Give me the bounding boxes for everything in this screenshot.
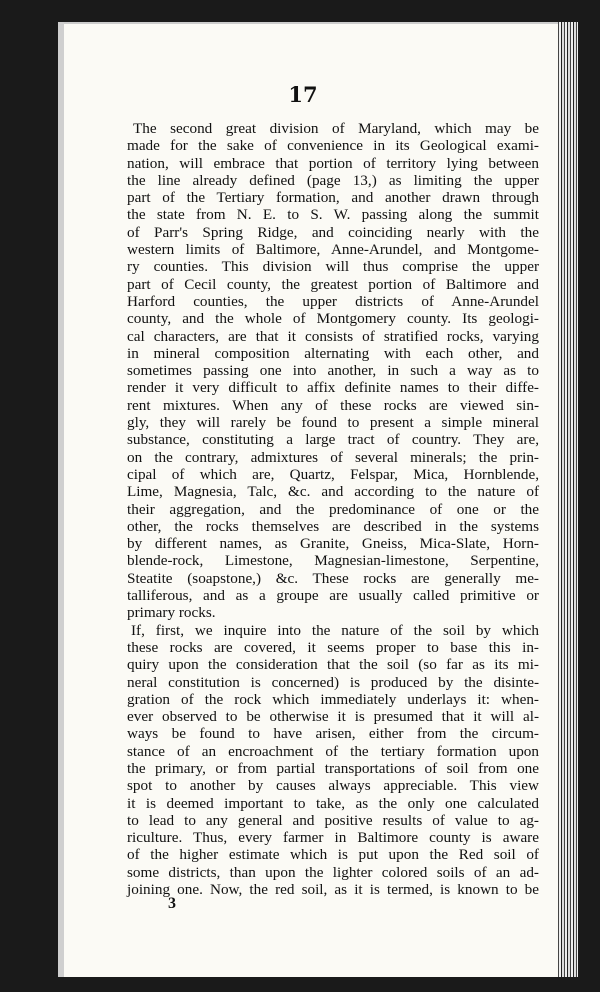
text-line: The second great division of Maryland, which may be xyxy=(133,120,539,137)
text-line: part of the Tertiary formation, and another drawn through xyxy=(127,189,539,207)
text-line: riculture. Thus, every farmer in Baltimore county is aware xyxy=(127,829,539,847)
text-line: of the higher estimate which is put upon the Red soil of xyxy=(127,846,539,864)
text-line: Steatite (soapstone,) &c. These rocks are generally me- xyxy=(127,569,539,587)
text-line: to lead to any general and positive results of value to ag- xyxy=(127,811,539,829)
text-line: of Parr's Spring Ridge, and coinciding nearly with the xyxy=(127,223,539,241)
text-line: gration of the rock which immediately underlays it: when- xyxy=(127,690,539,708)
text-line: blende-rock, Limestone, Magnesian-limestone, Serpentine, xyxy=(127,552,539,570)
text-line: talliferous, and as a groupe are usually called primitive or xyxy=(127,587,539,605)
text-line: joining one. Now, the red soil, as it is termed, is known to be xyxy=(127,881,539,899)
text-line: gly, they will rarely be found to present a simple mineral xyxy=(127,414,539,432)
page-left-edge xyxy=(58,22,64,977)
text-line: If, first, we inquire into the nature of the soil by which xyxy=(131,621,539,639)
text-line: in mineral composition alternating with each other, and xyxy=(127,344,539,362)
text-line: quiry upon the consideration that the soil (so far as its mi- xyxy=(127,656,539,674)
text-line: ever observed to be otherwise it is presumed that it will al- xyxy=(127,708,539,726)
text-line: county, and the whole of Montgomery county. Its geologi- xyxy=(127,310,539,328)
text-line: render it very difficult to affix definite names to their diffe- xyxy=(127,379,539,397)
text-line: these rocks are covered, it seems proper to base this in- xyxy=(127,638,539,656)
text-line: western limits of Baltimore, Anne-Arundel, and Montgome- xyxy=(127,241,539,259)
text-line: their aggregation, and the predominance of one or the xyxy=(127,500,539,518)
page-number: 17 xyxy=(288,82,318,107)
text-line: the state from N. E. to S. W. passing along the summit xyxy=(127,206,539,224)
signature-mark: 3 xyxy=(168,895,176,912)
body-text xyxy=(113,120,539,898)
text-line: ways be found to have arisen, either from the circum- xyxy=(127,725,539,743)
text-line: spot to another by causes always appreciable. This view xyxy=(127,777,539,795)
text-line: cal characters, are that it consists of stratified rocks, varying xyxy=(127,327,539,345)
text-line: the line already defined (page 13,) as limiting the upper xyxy=(127,171,539,189)
text-line: cipal of which are, Quartz, Felspar, Mica, Hornblende, xyxy=(127,465,539,483)
text-line: part of Cecil county, the greatest portion of Baltimore and xyxy=(127,275,539,293)
text-line: neral constitution is concerned) is produced by the disinte- xyxy=(127,673,539,691)
text-line: substance, constituting a large tract of country. They are, xyxy=(127,431,539,449)
text-line: nation, will embrace that portion of territory lying between xyxy=(127,154,539,172)
text-line: other, the rocks themselves are described in the systems xyxy=(127,517,539,535)
text-line: the primary, or from partial transportations of soil from one xyxy=(127,759,539,777)
text-line: Harford counties, the upper districts of Anne-Arundel xyxy=(127,292,539,310)
text-line: rent mixtures. When any of these rocks are viewed sin- xyxy=(127,396,539,414)
page-top-edge xyxy=(58,22,578,24)
text-line: sometimes passing one into another, in such a way as to xyxy=(127,362,539,380)
text-line: on the contrary, admixtures of several minerals; the prin- xyxy=(127,448,539,466)
page-stack-edge xyxy=(558,22,578,977)
text-line: made for the sake of convenience in its Geological exami- xyxy=(127,137,539,155)
text-line: it is deemed important to take, as the only one calculated xyxy=(127,794,539,812)
text-line: primary rocks. xyxy=(127,604,216,622)
text-line: by different names, as Granite, Gneiss, Mica-Slate, Horn- xyxy=(127,535,539,553)
text-line: ry counties. This division will thus comprise the upper xyxy=(127,258,539,276)
text-line: Lime, Magnesia, Talc, &c. and according to the nature of xyxy=(127,483,539,501)
text-line: stance of an encroachment of the tertiary formation upon xyxy=(127,742,539,760)
text-line: some districts, than upon the lighter colored soils of an ad- xyxy=(127,863,539,881)
book-page xyxy=(58,22,578,977)
